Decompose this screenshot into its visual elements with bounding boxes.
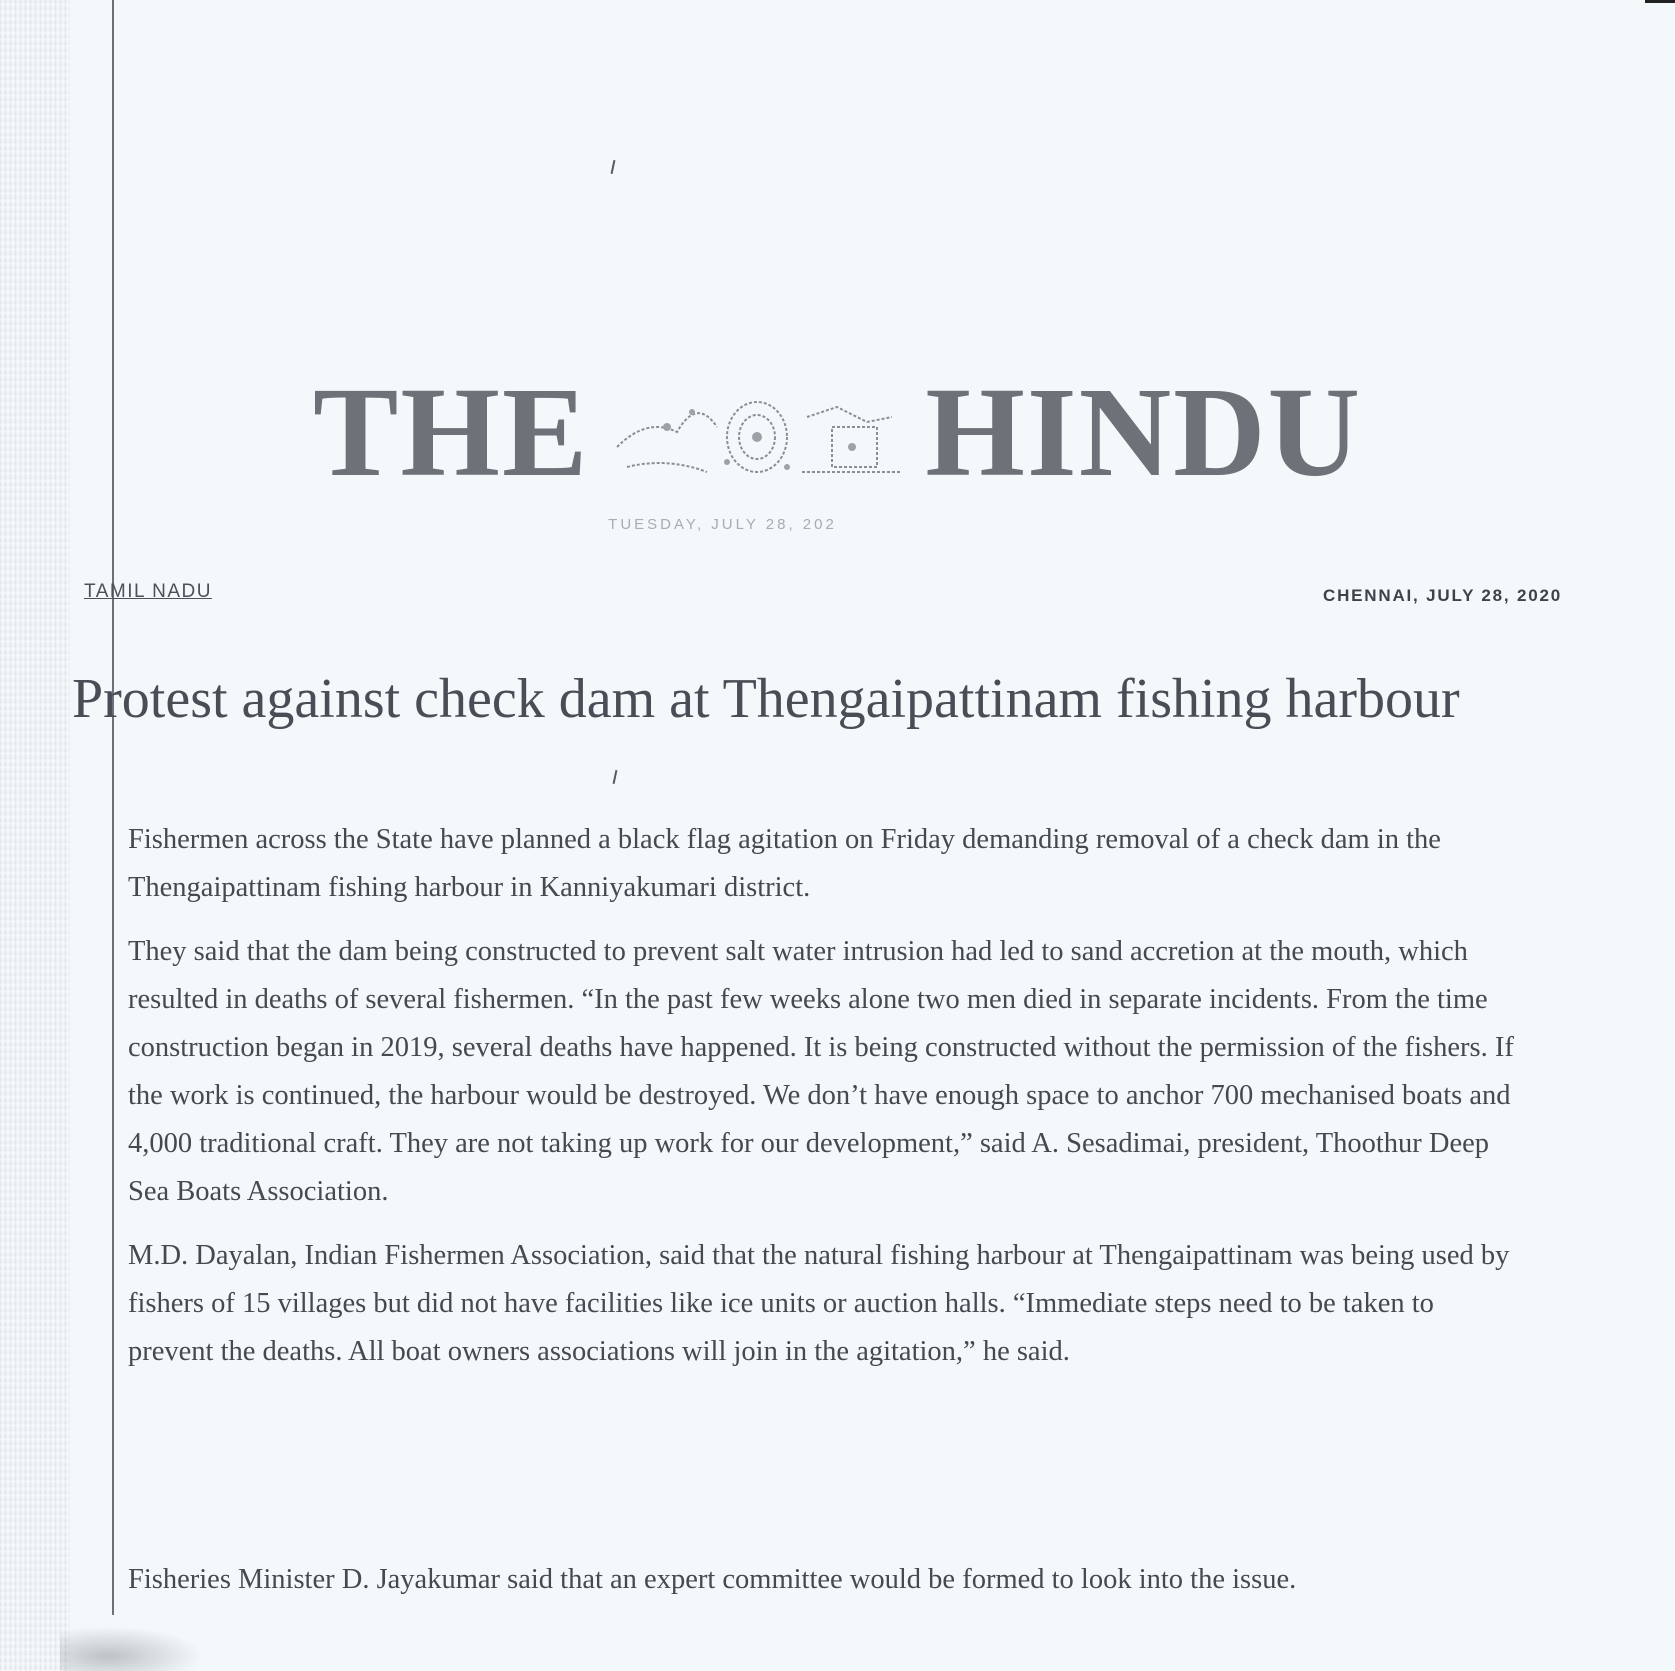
masthead-left-word: THE bbox=[313, 361, 590, 503]
margin-rule bbox=[112, 0, 114, 1615]
dateline: CHENNAI, JULY 28, 2020 bbox=[1323, 586, 1562, 605]
masthead-edition-date: TUESDAY, JULY 28, 202 bbox=[608, 516, 837, 533]
scan-smudge bbox=[60, 1621, 220, 1671]
section-label[interactable]: TAMIL NADU bbox=[84, 581, 212, 602]
newspaper-emblem-icon bbox=[607, 377, 907, 487]
scan-speck bbox=[613, 770, 618, 784]
scan-edge-artifact bbox=[0, 0, 70, 1671]
masthead bbox=[0, 361, 1675, 533]
article-paragraph: They said that the dam being constructed to prevent salt water intrusion had led to sand accretion at the mouth, which resulted in deaths of several fishermen. “In the past few weeks alone two men died in separate incidents. From the time construction began in 2019, several deaths have happened. It is being constructed without the permission of the fishers. If the work is continued, the harbour would be destroyed. We don’t have enough space to anchor 700 mechanised boats and 4,000 traditional craft. They are not taking up work for our development,” said A. Sesadimai, president, Thoothur Deep Sea Boats Association. bbox=[128, 936, 1514, 1207]
article-body bbox=[128, 816, 1523, 1595]
masthead-right-word: HINDU bbox=[925, 361, 1362, 503]
scan-corner-mark bbox=[1645, 0, 1675, 3]
article-paragraph: Fisheries Minister D. Jayakumar said that an expert committee would be formed to look into the issue. bbox=[128, 1564, 1297, 1595]
scan-speck bbox=[611, 160, 616, 174]
article-paragraph: Fishermen across the State have planned a black flag agitation on Friday demanding removal of a check dam in the Thengaipattinam fishing harbour in Kanniyakumari district. bbox=[128, 824, 1441, 903]
article-paragraph: M.D. Dayalan, Indian Fishermen Association, said that the natural fishing harbour at Thengaipattinam was being used by fishers of 15 villages but did not have facilities like ice units or auction halls. “Immediate steps need to be taken to prevent the deaths. All boat owners associations will join in the agitation,” he said. bbox=[128, 1240, 1510, 1367]
article-headline: Protest against check dam at Thengaipattinam fishing harbour bbox=[72, 668, 1460, 730]
